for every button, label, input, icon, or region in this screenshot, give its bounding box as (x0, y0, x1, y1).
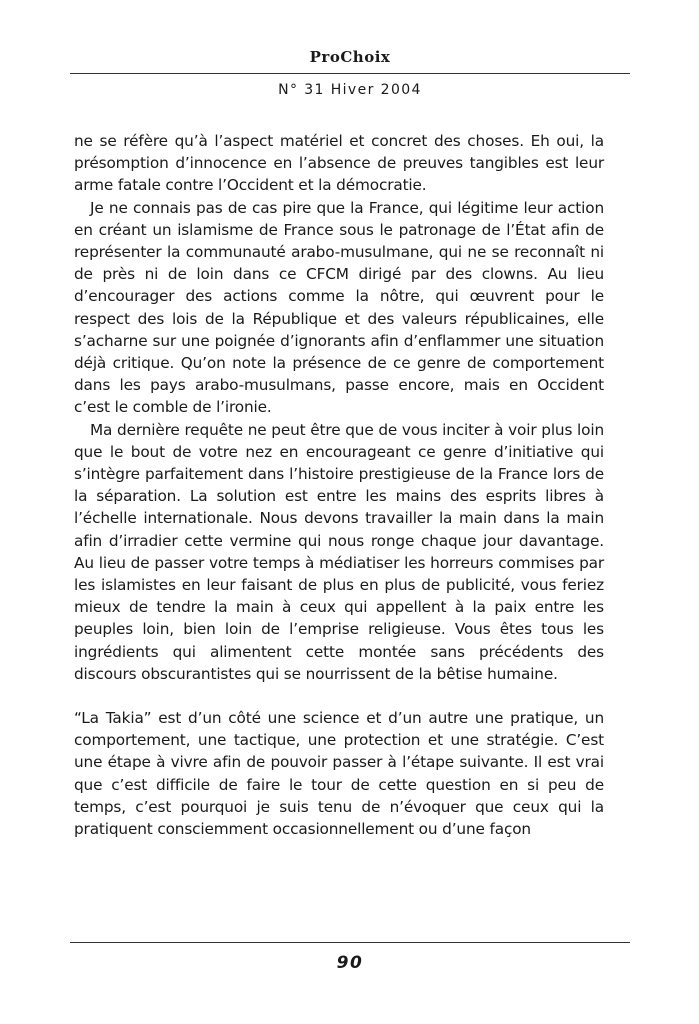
paragraph-section-start: “La Takia” est d’un côté une science et d’un autre une pratique, un comportement, une tactique, une protection et une stratégie. C’est une étape à vivre afin de pouvoir passer à l’étape suivante. Il est vrai que c’est difficile de faire le tour de cette question en si peu de temps, c’est pourquoi je suis tenu de n’évoquer que ceux qui la pratiquent consciemment occasionnellement ou d’une façon (74, 709, 604, 839)
paragraph-continued: ne se réfère qu’à l’aspect matériel et concret des choses. Eh oui, la présomption d’innocence en l’absence de preuves tangibles est leur arme fatale contre l’Occident et la démocratie. (74, 132, 604, 195)
footer-divider (70, 942, 630, 943)
journal-title: ProChoix (309, 48, 391, 66)
paragraph: Je ne connais pas de cas pire que la France, qui légitime leur action en créant un islamisme de France sous le patronage de l’État afin de représenter la communauté arabo-musulmane, qui ne se reconnaît ni de près ni de loin dans ce CFCM dirigé par des clowns. Au lieu d’encourager des actions comme la nôtre, qui œuvrent pour le respect des lois de la République et des valeurs républicaines, elle s’acharne sur une poignée d’ignorants afin d’enflammer une situation déjà critique. Qu’on note la présence de ce genre de comportement dans les pays arabo-musulmans, passe encore, mais en Occident c’est le comble de l’ironie. (74, 198, 604, 417)
paragraph: Ma dernière requête ne peut être que de vous inciter à voir plus loin que le bout de votre nez en encourageant ce genre d’initiative qui s’intègre parfaitement dans l’histoire prestigieuse de la France lors de la séparation. La solution est entre les mains des esprits libres à l’échelle internationale. Nous devons travailler la main dans la main afin d’irradier cette vermine qui nous ronge chaque jour davantage. Au lieu de passer votre temps à médiatiser les horreurs commises par les islamistes en leur faisant de plus en plus de publicité, vous feriez mieux de tendre la main à ceux qui appellent à la paix entre les peuples loin, bien loin de l’emprise religieuse. Vous êtes tous les ingrédients qui alimentent cette montée sans précédents des discours obscurantistes qui se nourrissent de la bêtise humaine. (74, 420, 604, 683)
page-number: 90 (336, 953, 364, 973)
header-divider (70, 73, 630, 74)
issue-line: N° 31 Hiver 2004 (278, 82, 422, 98)
article-body (74, 130, 604, 840)
